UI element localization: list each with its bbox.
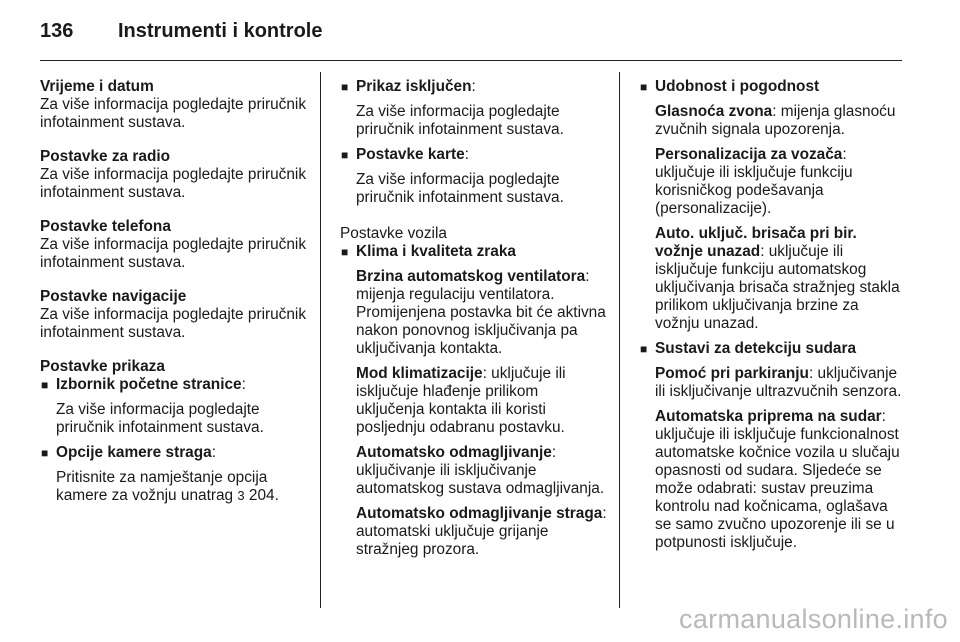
column-divider-right: [619, 72, 620, 608]
entry-label: Pomoć pri parkiranju: [655, 365, 809, 382]
entry-label: Glasnoća zvona: [655, 103, 773, 120]
entry-text: uključuje ili isključuje funkciju korisničkog podešavanja (personalizacije).: [655, 164, 853, 217]
bullet-item: ■ Opcije kamere straga: Pritisnite za namještanje opcija kamere za vožnju unatrag 3 204.: [40, 444, 312, 505]
entry-text: uključuje ili isključuje hlađenje prilikom uključenja kontakta ili koristi posljednju odabranu postavku.: [356, 365, 566, 436]
entry: Auto. uključ. brisača pri bir. vožnje unazad: uključuje ili isključuje funkciju automatskog uključivanja brisača stražnjeg stakla prilikom uključivanja brzine za vožnju unazad.: [655, 225, 900, 332]
bullet-title: Izbornik početne stranice: [56, 376, 242, 393]
section-heading: Postavke prikaza: [40, 358, 165, 375]
bullet-text: [56, 469, 312, 505]
entry-text: mijenja regulaciju ventilatora. Promijenjena postavka bit će aktivna nakon ponovnog isključivanja pa uključivanja kontakta.: [356, 286, 606, 357]
bullet-title: Sustavi za detekciju sudara: [655, 340, 857, 357]
bullet-item: [639, 340, 905, 552]
section-heading: Postavke navigacije: [40, 288, 187, 305]
section-heading: Vrijeme i datum: [40, 78, 154, 95]
entry-text: uključivanje ili isključivanje automatskog sustava odmagljivanja.: [356, 462, 605, 497]
section-radio: [40, 148, 312, 202]
column-2: [340, 78, 610, 559]
section-navigacija: [40, 288, 312, 342]
bullet-title: Prikaz isključen: [356, 78, 472, 95]
column-divider-left: [320, 72, 321, 608]
entry-label: Auto. uključ. brisača pri bir. vožnje unazad: [655, 225, 857, 260]
entry-label: Personalizacija za vozača: [655, 146, 843, 163]
entry-text: uključuje ili isključuje funkciju automatskog uključivanja brisača stražnjeg stakla prilikom uključivanja brzine za vožnju unazad.: [655, 243, 900, 332]
page-number: 136: [40, 20, 74, 42]
section-text: Za više informacija pogledajte priručnik infotainment sustava.: [40, 236, 307, 271]
section-heading: Postavke telefona: [40, 218, 171, 235]
bullet-square-icon: ■: [41, 378, 49, 392]
section-heading: Postavke vozila: [340, 225, 447, 242]
entry-label: Automatsko odmagljivanje straga: [356, 505, 603, 522]
entry-label: Brzina automatskog ventilatora: [356, 268, 586, 285]
entry-label: Automatsko odmagljivanje: [356, 444, 552, 461]
bullet-square-icon: ■: [341, 245, 349, 259]
entry: Personalizacija za vozača: uključuje ili isključuje funkciju korisničkog podešavanja (personalizacije).: [655, 146, 853, 217]
section-prikaz: [40, 358, 312, 505]
bullet-square-icon: ■: [341, 148, 349, 162]
column-1: [40, 78, 312, 521]
watermark: carmanualsonline.info: [679, 604, 948, 634]
entry: Automatska priprema na sudar: uključuje ili isključuje funkcionalnost automatske kočnice vozila u slučaju opasnosti od sudara. Sljedeće se može odabrati: sustav preuzima kontrolu nad kočnicama, oglašava se samo zvučno upozorenje ili se u potpunosti isključuje.: [655, 408, 900, 551]
bullet-square-icon: ■: [341, 80, 349, 94]
bullet-text: Za više informacija pogledajte priručnik infotainment sustava.: [356, 103, 564, 138]
page-title: Instrumenti i kontrole: [118, 20, 323, 42]
bullet-square-icon: ■: [640, 80, 648, 94]
bullet-text: Za više informacija pogledajte priručnik infotainment sustava.: [356, 171, 564, 206]
header-rule: [40, 60, 902, 61]
bullet-item: [639, 78, 905, 333]
entry-label: Automatska priprema na sudar: [655, 408, 882, 425]
bullet-item: ■ Prikaz isključen: Za više informacija pogledajte priručnik infotainment sustava.: [340, 78, 610, 139]
entry: Pomoć pri parkiranju: uključivanje ili isključivanje ultrazvučnih senzora.: [655, 365, 902, 400]
column-3: [639, 78, 905, 552]
entry: Brzina automatskog ventilatora: mijenja regulaciju ventilatora. Promijenjena postavka bit će aktivna nakon ponovnog isključivanja pa uključivanja kontakta.: [356, 268, 606, 357]
section-heading: Postavke za radio: [40, 148, 171, 165]
bullet-square-icon: ■: [640, 342, 648, 356]
entry: Glasnoća zvona: mijenja glasnoću zvučnih signala upozorenja.: [655, 103, 896, 138]
page-header: [40, 19, 322, 43]
entry-label: Mod klimatizacije: [356, 365, 483, 382]
bullet-square-icon: ■: [41, 446, 49, 460]
page-ref-link[interactable]: 204.: [248, 487, 279, 504]
bullet-title: Udobnost i pogodnost: [655, 78, 820, 95]
bullet-item: ■ Izbornik početne stranice: Za više informacija pogledajte priručnik infotainment sustava.: [40, 376, 312, 437]
entry-text: uključuje ili isključuje funkcionalnost automatske kočnice vozila u slučaju opasnosti od sudara. Sljedeće se može odabrati: sustav preuzima kontrolu nad kočnicama, oglašava se samo zvučno upozorenje ili se u potpunosti isključuje.: [655, 426, 900, 551]
section-text: Za više informacija pogledajte priručnik infotainment sustava.: [40, 166, 307, 201]
bullet-item: ■ Postavke karte: Za više informacija pogledajte priručnik infotainment sustava.: [340, 146, 610, 207]
section-text: Za više informacija pogledajte priručnik infotainment sustava.: [40, 306, 307, 341]
page-ref-arrow-icon: 3: [237, 488, 245, 503]
bullet-item: [340, 243, 610, 559]
bullet-title: Postavke karte: [356, 146, 465, 163]
bullet-title: Klima i kvaliteta zraka: [356, 243, 516, 260]
section-telefon: [40, 218, 312, 272]
bullet-text: Za više informacija pogledajte priručnik infotainment sustava.: [56, 401, 264, 436]
entry: Automatsko odmagljivanje straga: automatski uključuje grijanje stražnjeg prozora.: [356, 505, 607, 558]
entry-text: automatski uključuje grijanje stražnjeg prozora.: [356, 523, 549, 558]
entry-text: uključivanje ili isključivanje ultrazvučnih senzora.: [655, 365, 902, 400]
entry-text: mijenja glasnoću zvučnih signala upozorenja.: [655, 103, 896, 138]
section-vrijeme: [40, 78, 312, 132]
bullet-text-body: Pritisnite za namještanje opcija kamere za vožnju unatrag: [56, 469, 268, 504]
section-text: Za više informacija pogledajte priručnik infotainment sustava.: [40, 96, 307, 131]
bullet-title: Opcije kamere straga: [56, 444, 212, 461]
entry: Automatsko odmagljivanje: uključivanje ili isključivanje automatskog sustava odmagljivanja.: [356, 444, 605, 497]
entry: Mod klimatizacije: uključuje ili isključuje hlađenje prilikom uključenja kontakta ili koristi posljednju odabranu postavku.: [356, 365, 566, 436]
